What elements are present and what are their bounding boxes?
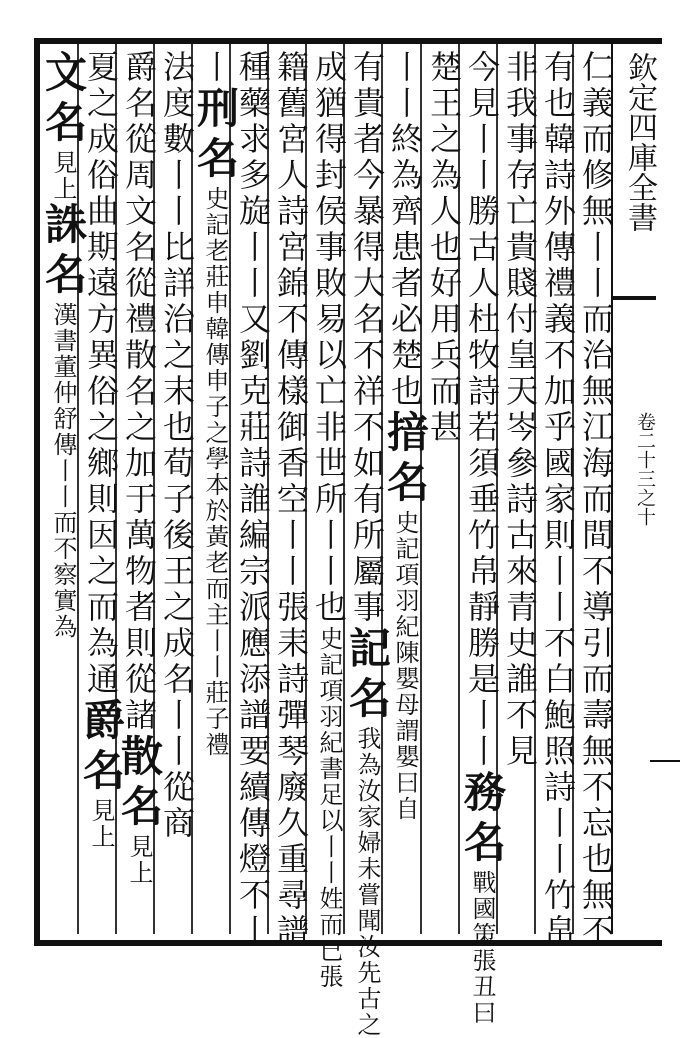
column-text: 仁義而修無丨丨而治無江海而間不導引而壽無不忘也無不 <box>577 50 615 950</box>
column-text: 非我事存亡貴賤付皇天岑參詩古來青史誰不見 <box>501 50 539 770</box>
text-column <box>536 50 580 950</box>
annotation: 史記老莊申韓傳申子之學本於黃老而主丨丨莊子禮 <box>201 186 229 758</box>
column-text: 有貴者今暴得大名不祥不如有所屬事 <box>348 50 386 626</box>
annotation: 見上 <box>49 150 77 202</box>
column-text: 丨 <box>196 50 234 86</box>
column-text: 種藥求多旋丨丨又劉克莊詩誰編宗派應添譜要續傳燈不丨 <box>234 50 272 950</box>
annotation: 史記項羽紀書足以丨丨姓而已張 <box>315 626 343 990</box>
column-text: 楚王之為人也好用兵而甚 <box>425 50 463 446</box>
headword: 務名 <box>458 770 507 870</box>
volume-label: 卷二十三之十 <box>634 412 656 526</box>
annotation: 我為汝家婦未嘗聞汝先古之 <box>353 726 381 1038</box>
margin-tick <box>650 760 680 762</box>
text-column <box>381 50 430 926</box>
headword: 爵名 <box>77 698 126 798</box>
headword: 文名 <box>39 50 88 150</box>
annotation: 漢書董仲舒傳丨丨而不察實為 <box>49 302 77 640</box>
text-column <box>307 50 351 990</box>
headword: 刑名 <box>191 86 240 186</box>
annotation: 見上 <box>125 834 153 886</box>
column-text: 籍舊宮人詩宮錦不傳樣御香空丨丨張耒詩彈琴廢久重尋譜 <box>272 50 310 950</box>
column-text: 法度數丨丨比詳治之末也荀子後王之成名丨丨從商 <box>158 50 196 842</box>
headword: 記名 <box>343 626 392 726</box>
headword: 揞名 <box>381 410 430 510</box>
text-column <box>269 50 313 950</box>
column-text: 爵名從周文名從禮散名之加于萬物者則從諸 <box>120 50 158 734</box>
headword: 誅名 <box>39 202 88 302</box>
text-column <box>191 50 240 926</box>
text-column <box>77 50 126 926</box>
text-column <box>343 50 392 1038</box>
column-text: 今見丨丨勝古人杜牧詩若須垂竹帛靜勝是丨丨 <box>463 50 501 770</box>
book-title: 欽定四庫全書 <box>622 52 657 232</box>
column-text: 夏之成俗曲期遠方異俗之鄉則因之而為通 <box>82 50 120 698</box>
column-text: 有也韓詩外傳禮義不加乎國家則丨丨不白鮑照詩丨丨竹帛 <box>539 50 577 950</box>
annotation: 戰國策張丑曰 <box>468 870 496 1026</box>
text-column <box>574 50 618 950</box>
annotation: 史記項羽紀陳嬰母謂嬰曰自 <box>391 510 419 822</box>
headword: 散名 <box>115 734 164 834</box>
column-text: 丨丨終為齊患者必楚也 <box>386 50 424 410</box>
annotation: 見上 <box>87 798 115 850</box>
text-column <box>39 50 88 926</box>
text-column <box>458 50 507 1026</box>
column-text: 成猶得封侯事敗易以亡非世所丨丨也 <box>310 50 348 626</box>
